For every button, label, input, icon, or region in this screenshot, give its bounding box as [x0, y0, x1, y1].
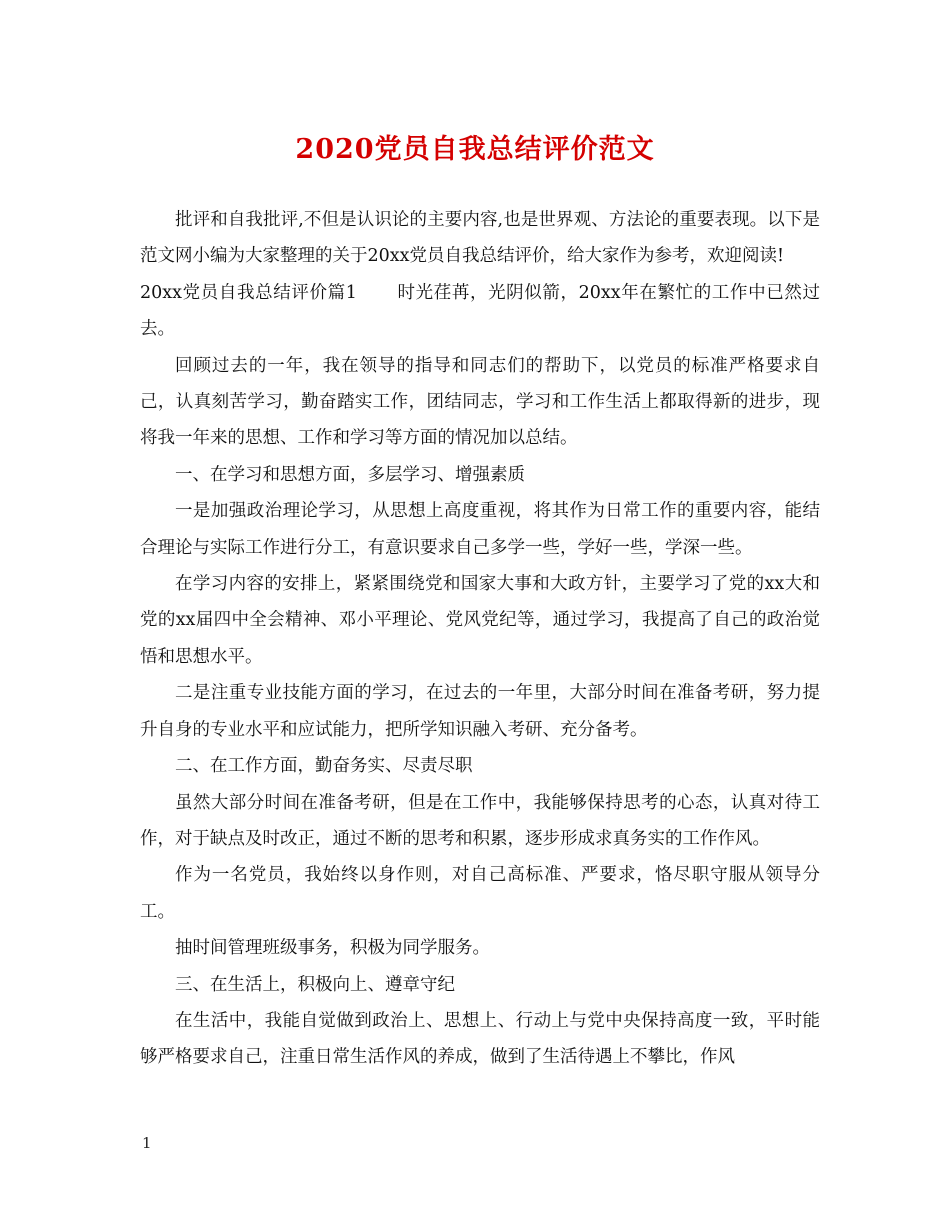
paragraph-life: 在生活中，我能自觉做到政治上、思想上、行动上与党中央保持高度一致，平时能够严格要求自己，注重日常生活作风的养成，做到了生活待遇上不攀比，作风 [140, 1010, 820, 1068]
section-heading-line [140, 275, 820, 348]
page-title: 2020党员自我总结评价范文 [295, 134, 655, 165]
paragraph-class: 抽时间管理班级事务，积极为同学服务。 [175, 938, 490, 959]
subheading-study: 一、在学习和思想方面，多层学习、增强素质 [175, 464, 525, 485]
paragraph-theory: 一是加强政治理论学习，从思想上高度重视，将其作为日常工作的重要内容，能结合理论与实际工作进行分工，有意识要求自己多学一些，学好一些，学深一些。 [140, 501, 820, 558]
paragraph-work: 虽然大部分时间在准备考研，但是在工作中，我能够保持思考的心态，认真对待工作，对于缺点及时改正，通过不断的思考和积累，逐步形成求真务实的工作作风。 [140, 792, 820, 849]
subheading-life: 三、在生活上，积极向上、遵章守纪 [175, 974, 455, 995]
page-number: 1 [142, 1134, 152, 1152]
paragraph-intro: 批评和自我批评,不但是认识论的主要内容,也是世界观、方法论的重要表现。以下是范文网小编为大家整理的关于20xx党员自我总结评价，给大家作为参考，欢迎阅读! [140, 210, 820, 267]
paragraph-member: 作为一名党员，我始终以身作则，对自己高标准、严要求，恪尽职守服从领导分工。 [140, 865, 820, 922]
paragraph-content: 在学习内容的安排上，紧紧围绕党和国家大事和大政方针，主要学习了党的xx大和党的xx届四中全会精神、邓小平理论、党风党纪等，通过学习，我提高了自己的政治觉悟和思想水平。 [140, 574, 820, 667]
paragraph-review: 回顾过去的一年，我在领导的指导和同志们的帮助下，以党员的标准严格要求自己，认真刻苦学习，勤奋踏实工作，团结同志，学习和工作生活上都取得新的进步，现将我一年来的思想、工作和学习等方面的情况加以总结。 [140, 355, 820, 449]
section-heading: 20xx党员自我总结评价篇1 [140, 282, 357, 303]
document-body [140, 202, 820, 1076]
subheading-work: 二、在工作方面，勤奋务实、尽责尽职 [175, 756, 473, 777]
section-heading-text: 时光荏苒，光阴似箭，20xx年在繁忙的工作中已然过去。 [140, 282, 820, 340]
paragraph-skills: 二是注重专业技能方面的学习，在过去的一年里，大部分时间在准备考研，努力提升自身的专业水平和应试能力，把所学知识融入考研、充分备考。 [140, 683, 820, 740]
